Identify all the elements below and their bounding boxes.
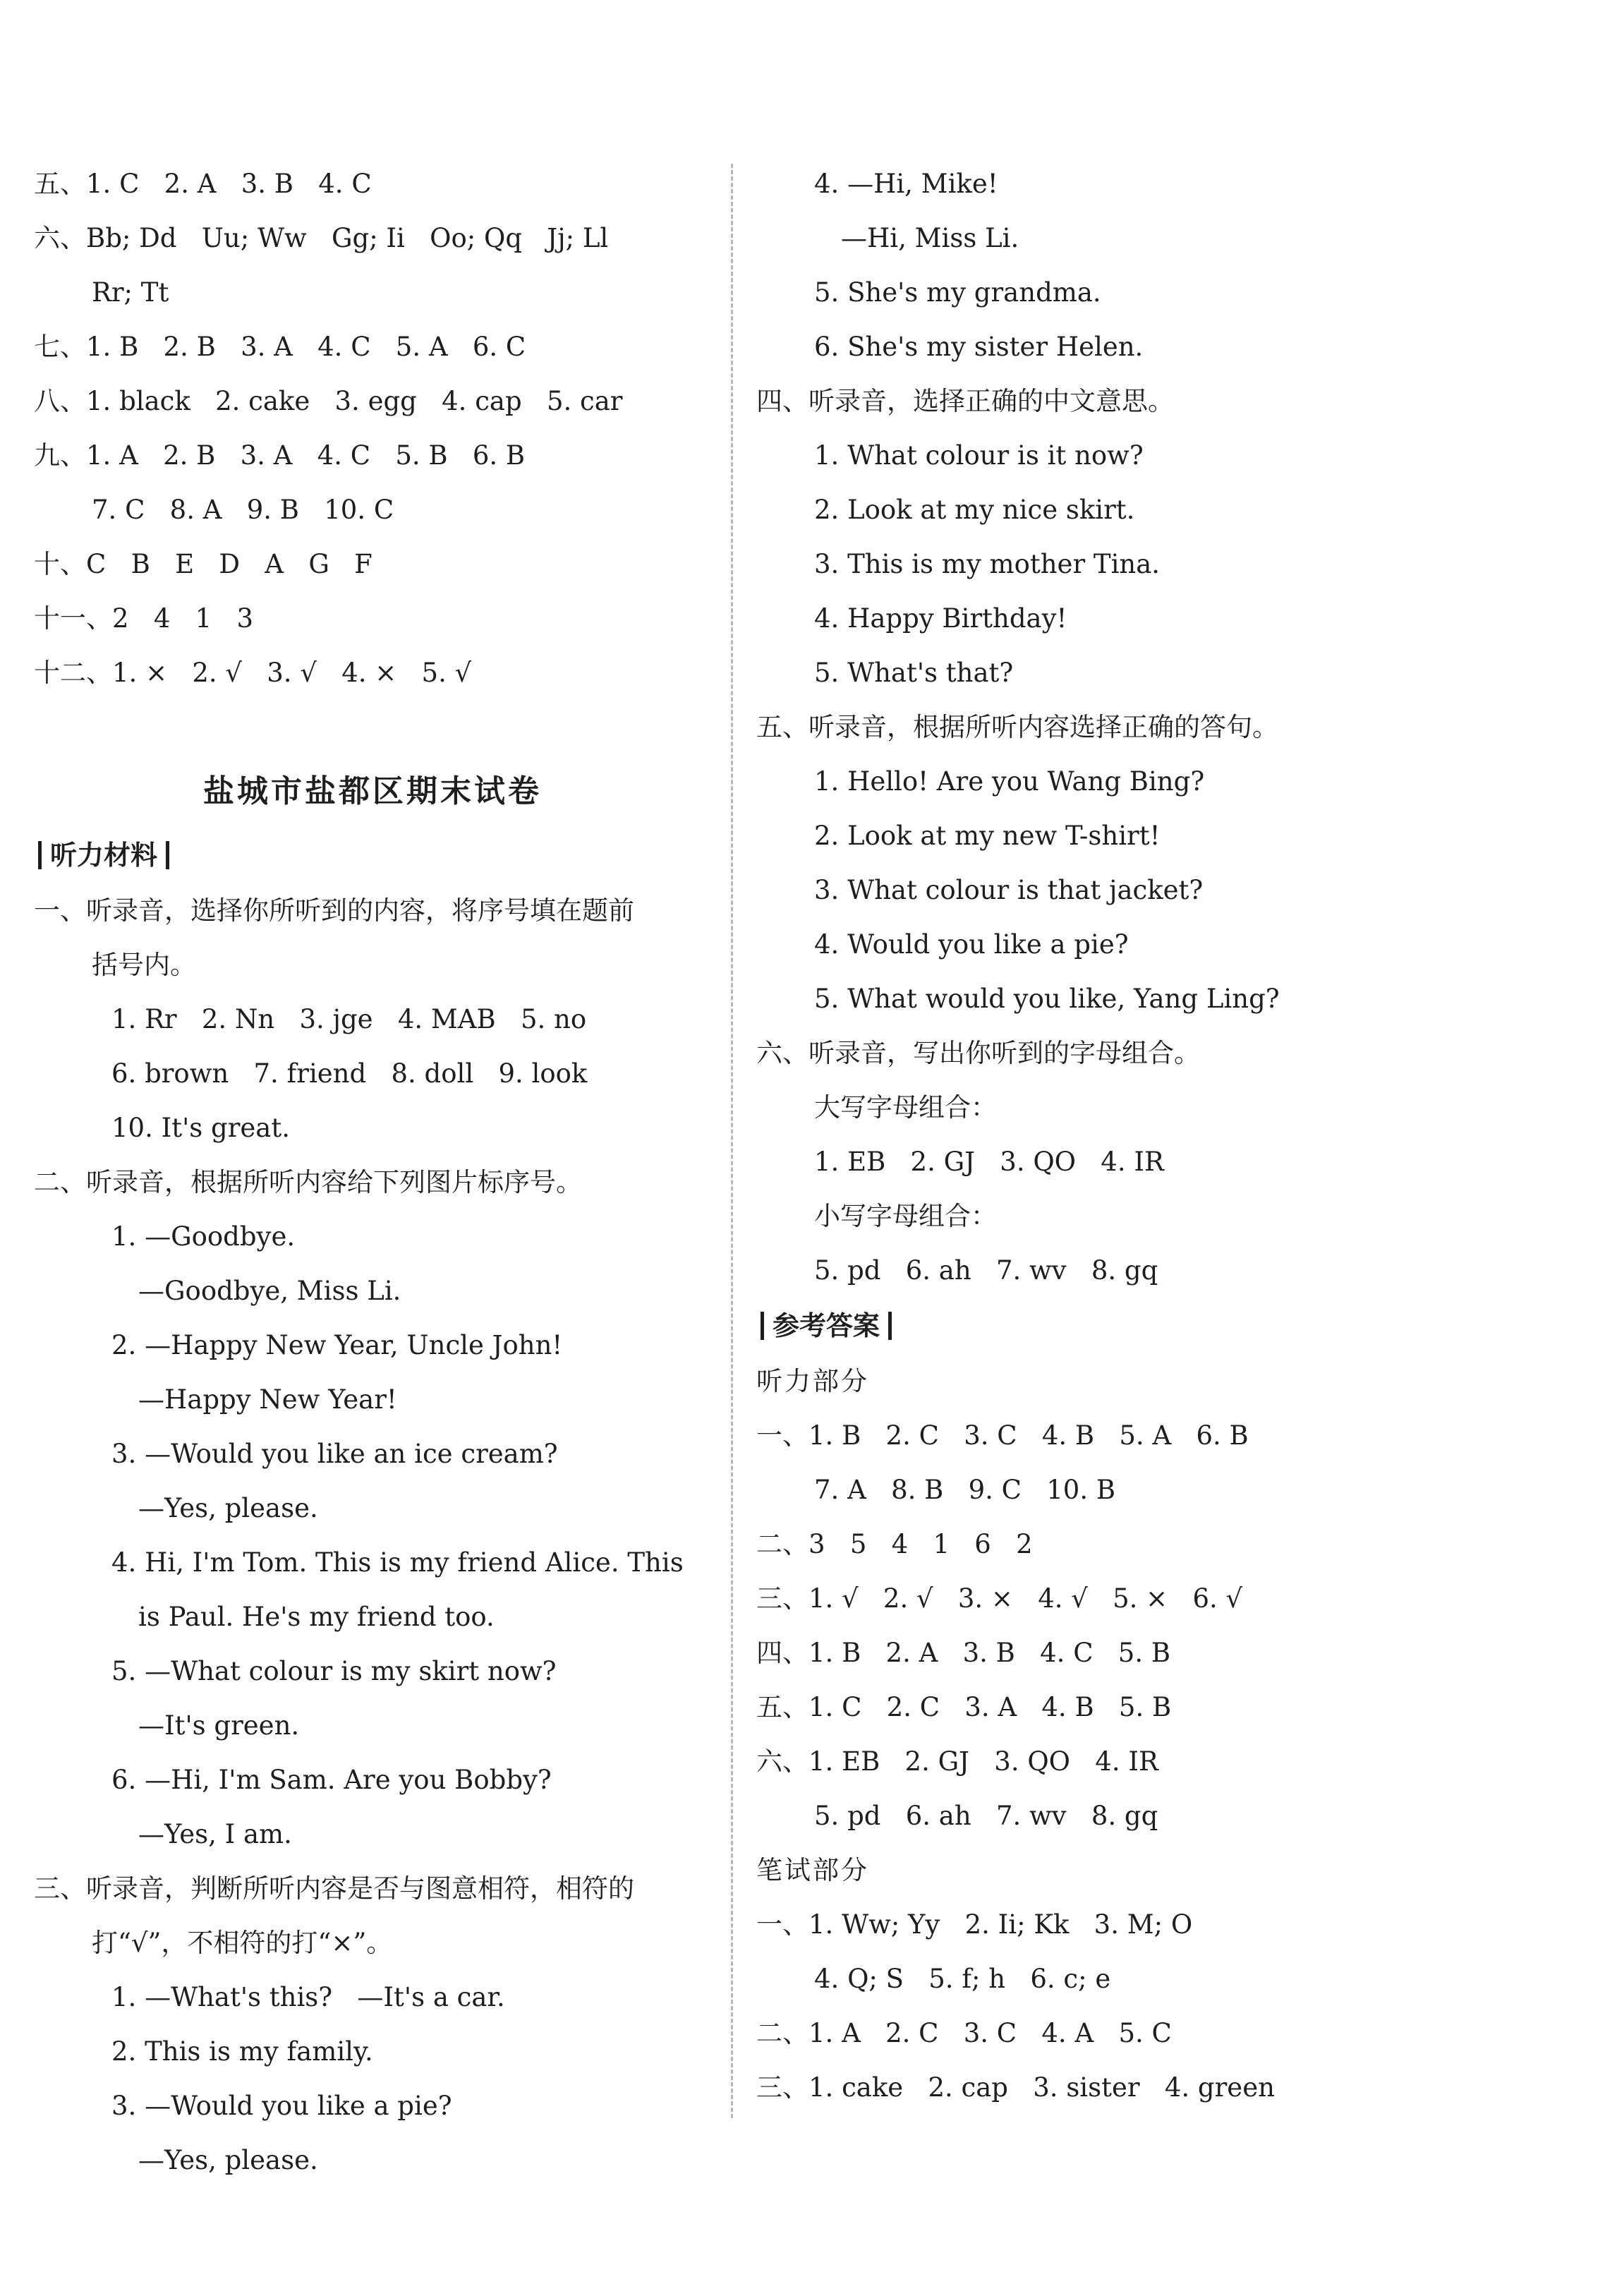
text-line: 6. —Hi, I'm Sam. Are you Bobby? <box>111 1765 552 1795</box>
listening-material-continued <box>756 157 1568 1298</box>
text-line: 4. Hi, I'm Tom. This is my friend Alice. This <box>111 1547 684 1578</box>
text-line: 6. brown 7. friend 8. doll 9. look <box>111 1058 588 1089</box>
text-line: 四、1. B 2. A 3. B 4. C 5. B <box>756 1638 1171 1668</box>
text-line: 3. What colour is that jacket? <box>814 875 1204 905</box>
text-line: 八、1. black 2. cake 3. egg 4. cap 5. car <box>34 386 623 416</box>
text-line: 2. This is my family. <box>111 2036 373 2067</box>
text-line: 六、1. EB 2. GJ 3. QO 4. IR <box>756 1746 1158 1777</box>
text-line: —Yes, I am. <box>138 1819 292 1849</box>
text-line: 小写字母组合： <box>814 1201 997 1231</box>
text-line: 六、听录音，写出你听到的字母组合。 <box>756 1038 1200 1068</box>
subsection-heading: 听力部分 <box>756 1366 869 1396</box>
text-line: 五、1. C 2. C 3. A 4. B 5. B <box>756 1692 1172 1722</box>
text-line: 一、1. B 2. C 3. C 4. B 5. A 6. B <box>756 1420 1249 1451</box>
text-line: 六、Bb; Dd Uu; Ww Gg; Ii Oo; Qq Jj; Ll <box>34 223 609 253</box>
text-line: 五、听录音，根据所听内容选择正确的答句。 <box>756 712 1278 742</box>
text-line: 4. Would you like a pie? <box>814 929 1129 960</box>
text-line: 十二、1. × 2. √ 3. √ 4. × 5. √ <box>34 658 472 688</box>
text-line: 5. What would you like, Yang Ling? <box>814 984 1280 1014</box>
text-line: 1. Rr 2. Nn 3. jge 4. MAB 5. no <box>111 1004 587 1034</box>
text-line: 九、1. A 2. B 3. A 4. C 5. B 6. B <box>34 440 526 471</box>
text-line: 4. Q; S 5. f; h 6. c; e <box>814 1964 1111 1994</box>
text-line: 一、听录音，选择你所听到的内容，将序号填在题前 <box>34 895 634 926</box>
text-line: 2. —Happy New Year, Uncle John! <box>111 1330 563 1360</box>
right-column <box>756 157 1568 2115</box>
text-line: 二、1. A 2. C 3. C 4. A 5. C <box>756 2018 1172 2048</box>
text-line: —Happy New Year! <box>138 1384 397 1415</box>
text-line: 5. pd 6. ah 7. wv 8. gq <box>814 1255 1158 1286</box>
text-line: 打“√”，不相符的打“×”。 <box>92 1928 393 1958</box>
text-line: 10. It's great. <box>111 1113 290 1143</box>
text-line: 3. —Would you like a pie? <box>111 2091 452 2121</box>
section-label-answers: 参考答案 <box>756 1298 1568 1354</box>
text-line: 2. Look at my nice skirt. <box>814 495 1135 525</box>
text-line: —Yes, please. <box>138 2145 318 2175</box>
text-line: —It's green. <box>138 1710 300 1741</box>
text-line: 5. pd 6. ah 7. wv 8. gq <box>814 1801 1158 1831</box>
text-line: 1. —What's this? —It's a car. <box>111 1982 505 2012</box>
answer-list-previous <box>34 157 711 700</box>
text-line: —Hi, Miss Li. <box>841 223 1019 253</box>
text-line: 7. C 8. A 9. B 10. C <box>92 495 394 525</box>
text-line: 5. —What colour is my skirt now? <box>111 1656 557 1686</box>
text-line: 5. She's my grandma. <box>814 277 1101 308</box>
answer-key <box>756 1354 1568 2115</box>
text-line: 三、1. √ 2. √ 3. × 4. √ 5. × 6. √ <box>756 1583 1243 1614</box>
text-line: 1. —Goodbye. <box>111 1221 296 1252</box>
text-line: 三、1. cake 2. cap 3. sister 4. green <box>756 2072 1275 2103</box>
text-line: 二、3 5 4 1 6 2 <box>756 1529 1033 1559</box>
text-line: 4. Happy Birthday! <box>814 603 1067 634</box>
text-line: 1. What colour is it now? <box>814 440 1144 471</box>
text-line: 7. A 8. B 9. C 10. B <box>814 1475 1116 1505</box>
text-line: Rr; Tt <box>92 277 169 308</box>
text-line: 3. —Would you like an ice cream? <box>111 1439 558 1469</box>
text-line: 3. This is my mother Tina. <box>814 549 1161 579</box>
text-line: 括号内。 <box>92 950 196 980</box>
text-line: is Paul. He's my friend too. <box>138 1602 495 1632</box>
text-line: 七、1. B 2. B 3. A 4. C 5. A 6. C <box>34 332 526 362</box>
text-line: 十一、2 4 1 3 <box>34 603 254 634</box>
text-line: 一、1. Ww; Yy 2. Ii; Kk 3. M; O <box>756 1909 1193 1940</box>
text-line: 5. What's that? <box>814 658 1014 688</box>
left-column <box>34 157 711 2187</box>
section-label-listening: 听力材料 <box>34 827 711 883</box>
text-line: —Goodbye, Miss Li. <box>138 1276 401 1306</box>
text-line: —Yes, please. <box>138 1493 318 1523</box>
text-line: 五、1. C 2. A 3. B 4. C <box>34 169 372 199</box>
text-line: 6. She's my sister Helen. <box>814 332 1144 362</box>
text-line: 2. Look at my new T-shirt! <box>814 821 1161 851</box>
column-divider <box>731 164 733 2118</box>
exam-title: 盐城市盐都区期末试卷 <box>203 773 542 809</box>
text-line: 1. EB 2. GJ 3. QO 4. IR <box>814 1147 1164 1177</box>
text-line: 二、听录音，根据所听内容给下列图片标序号。 <box>34 1167 582 1197</box>
subsection-heading: 笔试部分 <box>756 1855 869 1885</box>
listening-material <box>34 883 711 2187</box>
text-line: 十、C B E D A G F <box>34 549 373 579</box>
text-line: 四、听录音，选择正确的中文意思。 <box>756 386 1174 416</box>
text-line: 1. Hello! Are you Wang Bing? <box>814 766 1205 797</box>
text-line: 三、听录音，判断所听内容是否与图意相符，相符的 <box>34 1873 634 1904</box>
text-line: 4. —Hi, Mike! <box>814 169 998 199</box>
text-line: 大写字母组合： <box>814 1092 997 1123</box>
